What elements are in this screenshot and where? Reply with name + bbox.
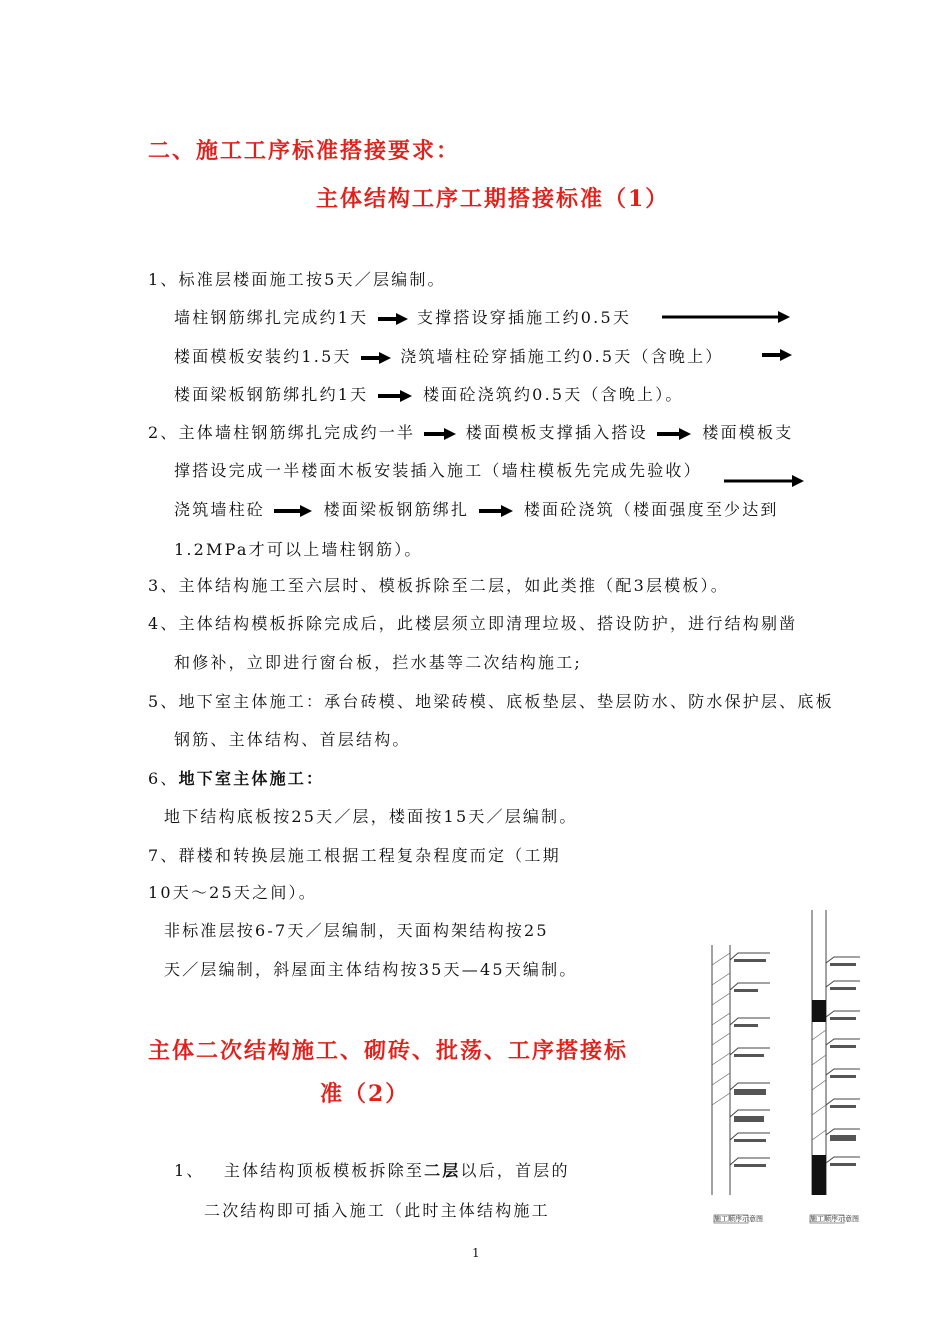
- construction-sequence-figure: [700, 905, 870, 1235]
- arrow-right-icon: [655, 427, 695, 441]
- arrow-right-icon: [660, 310, 792, 324]
- step-text: 支撑搭设穿插施工约0.5天: [416, 308, 632, 327]
- item-1-heading: 1、标准层楼面施工按5天／层编制。: [148, 270, 446, 289]
- item-4-line-a: 4、主体结构模板拆除完成后，此楼层须立即清理垃圾、搭设防护，进行结构剔凿: [148, 614, 798, 633]
- step-text: 楼面梁板钢筋绑扎约1天: [174, 385, 369, 404]
- item-6-heading: [148, 766, 324, 789]
- item-2-line-d: 1.2MPa才可以上墙柱钢筋）。: [174, 540, 423, 559]
- left-figure-caption: 施工顺序示意图: [714, 1215, 763, 1223]
- item-2-line-c: [174, 497, 779, 520]
- arrow-right-icon: [376, 312, 410, 326]
- item-1-line-b: [174, 305, 631, 328]
- bold-text-span: 二层: [424, 1161, 461, 1180]
- step-text: 楼面梁板钢筋绑扎: [323, 500, 470, 519]
- item-5-line-b: 钢筋、主体结构、首层结构。: [174, 730, 411, 749]
- section-2-item-1-line-b: 二次结构即可插入施工（此时主体结构施工: [204, 1201, 550, 1220]
- arrow-right-icon: [359, 351, 393, 365]
- item-number: 1、: [174, 1161, 205, 1180]
- step-text: 墙柱钢筋绑扎完成约1天: [174, 308, 369, 327]
- text-span: 以后，首层的: [460, 1161, 570, 1180]
- right-figure-caption: 施工顺序示意图: [810, 1215, 859, 1223]
- item-2-line-b: 撑搭设完成一半楼面木板安装插入施工（墙柱模板先完成先验收）: [174, 461, 702, 480]
- sequence-diagram-graphic: [700, 905, 870, 1235]
- item-4-line-b: 和修补，立即进行窗台板，拦水基等二次结构施工;: [174, 653, 582, 672]
- item-7-line-a: 7、群楼和转换层施工根据工程复杂程度而定（工期: [148, 846, 561, 865]
- page-number: 1: [472, 1246, 480, 1260]
- item-2-line-a: [148, 420, 793, 443]
- arrow-right-icon: [422, 427, 458, 441]
- section-title: 二、施工工序标准搭接要求：: [148, 138, 461, 164]
- item-1-line-c: [174, 344, 724, 367]
- step-text: 2、主体墙柱钢筋绑扎完成约一半: [148, 423, 416, 442]
- item-6-bold-title: 地下室主体施工：: [178, 769, 325, 788]
- section-2-item-1-line-a: [174, 1158, 570, 1181]
- item-6-number: 6、: [148, 769, 179, 788]
- step-text: 楼面模板支撑插入搭设: [465, 423, 648, 442]
- subsection-title-1: 主体结构工序工期搭接标准（1）: [316, 186, 670, 212]
- step-text: 浇筑墙柱砼: [174, 500, 266, 519]
- item-1-line-d: [174, 382, 684, 405]
- item-7-line-d: 天／层编制，斜屋面主体结构按35天—45天编制。: [164, 960, 578, 979]
- item-7-line-b: 10天～25天之间）。: [148, 883, 317, 902]
- step-text: 楼面模板支: [702, 423, 794, 442]
- arrow-right-icon: [760, 348, 794, 362]
- step-text: 楼面模板安装约1.5天: [174, 347, 352, 366]
- step-text: 浇筑墙柱砼穿插施工约0.5天（含晚上）: [400, 347, 724, 366]
- arrow-right-icon: [272, 504, 316, 518]
- arrow-right-icon: [477, 504, 517, 518]
- subsection-title-2-line-1: 主体二次结构施工、砌砖、批荡、工序搭接标: [148, 1038, 629, 1064]
- arrow-right-icon: [722, 474, 806, 488]
- item-5-line-a: 5、地下室主体施工：承台砖模、地梁砖模、底板垫层、垫层防水、防水保护层、底板: [148, 692, 834, 711]
- step-text: 楼面砼浇筑（楼面强度至少达到: [523, 500, 779, 519]
- arrow-right-icon: [376, 389, 416, 403]
- text-span: 主体结构顶板模板拆除至: [223, 1161, 425, 1180]
- item-6-line-b: 地下结构底板按25天／层，楼面按15天／层编制。: [164, 807, 578, 826]
- item-3: 3、主体结构施工至六层时、模板拆除至二层，如此类推（配3层模板）。: [148, 576, 729, 595]
- subsection-title-2-line-2: 准（2）: [320, 1081, 410, 1107]
- item-7-line-c: 非标准层按6-7天／层编制，天面构架结构按25: [164, 921, 549, 940]
- step-text: 楼面砼浇筑约0.5天（含晚上）。: [422, 385, 684, 404]
